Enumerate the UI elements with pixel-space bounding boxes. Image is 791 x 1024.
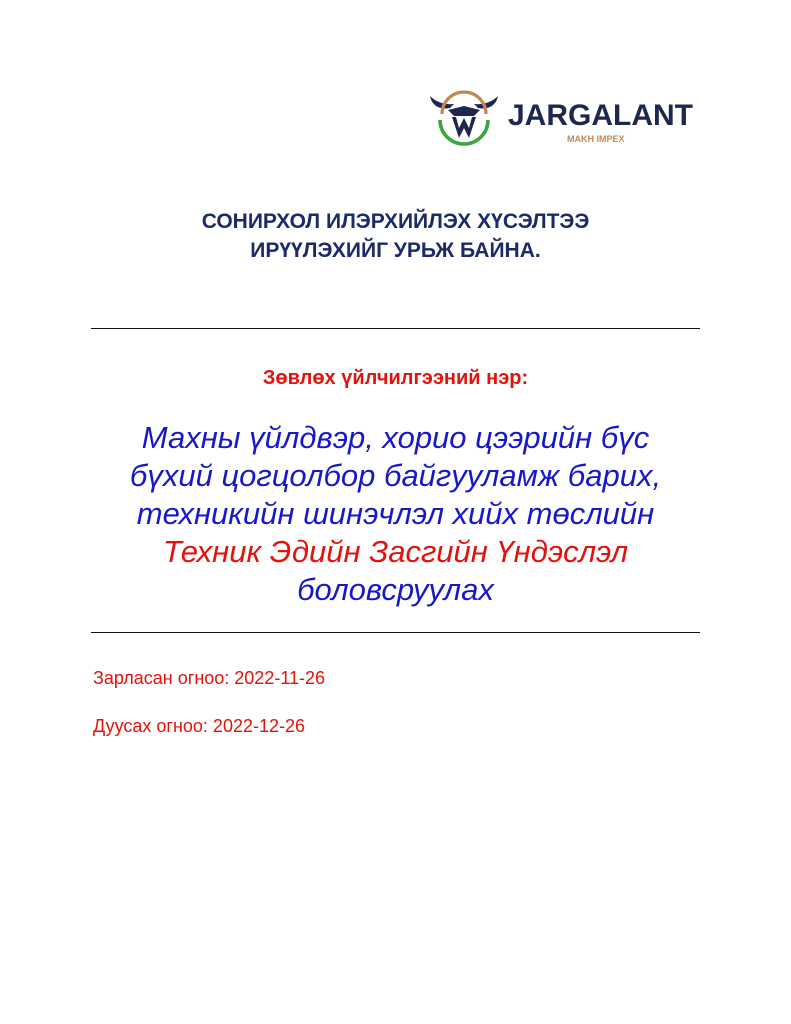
bottom-divider	[91, 632, 700, 633]
announced-date: Зарласан огноо: 2022-11-26	[93, 668, 326, 688]
project-title-highlight: Техник Эдийн Засгийн Үндэслэл	[162, 534, 629, 569]
company-logo	[428, 90, 703, 152]
top-divider	[91, 328, 700, 329]
deadline-date: Дуусах огноо: 2022-12-26	[93, 716, 306, 736]
invitation-heading	[0, 207, 791, 265]
project-title-line-2: бүхий цогцолбор байгууламж барих,	[129, 458, 662, 493]
invitation-line-1: СОНИРХОЛ ИЛЭРХИЙЛЭХ ХҮСЭЛТЭЭ	[201, 210, 590, 233]
project-title-line-3: техникийн шинэчлэл хийх төслийн	[136, 496, 655, 531]
bull-logo-icon	[428, 90, 500, 152]
project-title-line-5: боловсруулах	[297, 572, 494, 607]
project-title-line-1: Махны үйлдвэр, хорио цээрийн бүс	[141, 420, 650, 455]
service-label: Зөвлөх үйлчилгээний нэр:	[262, 367, 529, 389]
project-title	[0, 419, 791, 609]
logo-wordmark: JARGALANT	[508, 99, 693, 132]
logo-subtitle: MAKH IMPEX	[567, 134, 625, 144]
invitation-line-2: ИРҮҮЛЭХИЙГ УРЬЖ БАЙНА.	[250, 239, 541, 262]
